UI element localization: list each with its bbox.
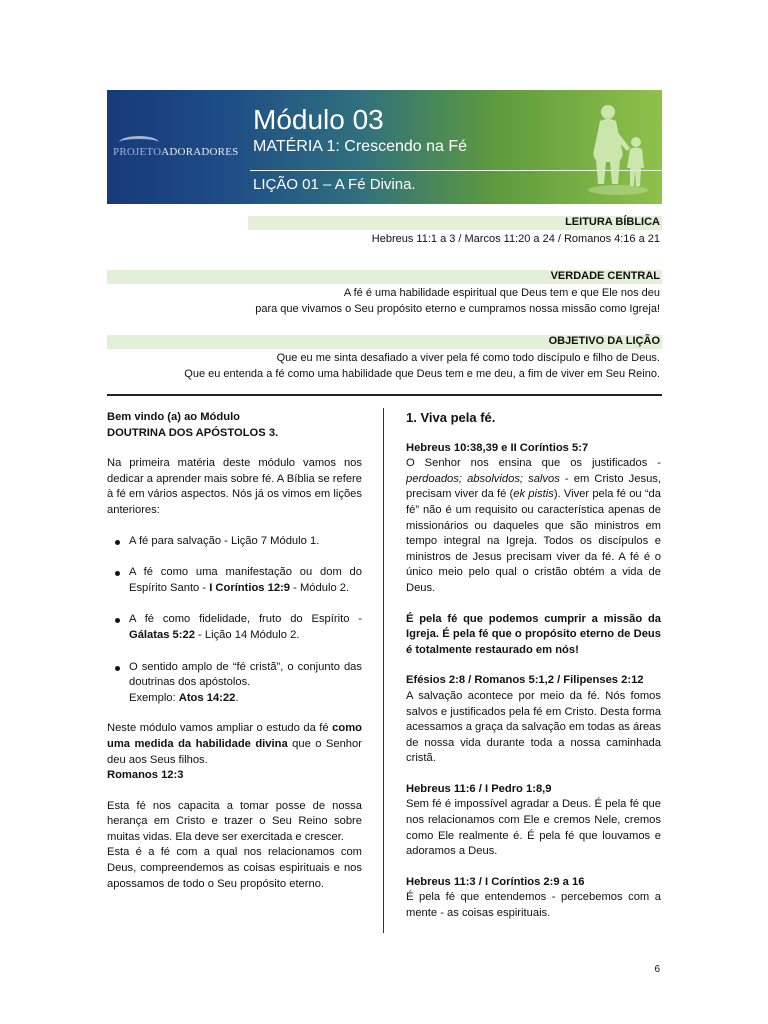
list-item: A fé como fidelidade, fruto do Espírito - Gálatas 5:22 - Lição 14 Módulo 2.	[107, 612, 362, 643]
list-item: A fé como uma manifestação ou dom do Espírito Santo - I Coríntios 12:9 - Módulo 2.	[107, 565, 362, 596]
subject-title: MATÉRIA 1: Crescendo na Fé	[253, 138, 468, 155]
page-number: 6	[654, 964, 660, 975]
entendemos-paragraph: É pela fé que entendemos - percebemos com a mente - as coisas espirituais.	[406, 891, 661, 920]
leitura-text: Hebreus 11:1 a 3 / Marcos 11:20 a 24 / Romanos 4:16 a 21	[371, 233, 660, 245]
section-title: 1. Viva pela fé.	[406, 410, 496, 425]
capacita-paragraph: Esta fé nos capacita a tomar posse de nossa herança em Cristo e trazer o Seu Reino sobre muitas vidas. Ela deve ser exercitada e crescer.	[107, 799, 362, 843]
salvacao-paragraph: A salvação acontece por meio da fé. Nós fomos salvos e justificados pela fé em Cristo. Desta forma acessamos a graça da salvação em todas as áreas de nossa vida durante toda a nossa caminhada cristã.	[406, 689, 661, 765]
module-paragraph: Neste módulo vamos ampliar o estudo da fé como uma medida da habilidade divina que o Senhor deu aos Seus filhos.	[107, 722, 362, 766]
reference-hebreus-10: Hebreus 10:38,39 e II Coríntios 5:7	[406, 441, 589, 454]
verdade-line-1: A fé é uma habilidade espiritual que Deus tem e que Ele nos deu	[343, 287, 660, 299]
welcome-line-2: DOUTRINA DOS APÓSTOLOS 3.	[107, 426, 279, 439]
bullet-icon	[115, 571, 120, 576]
left-column	[107, 410, 362, 892]
bullet-icon	[115, 618, 120, 623]
romanos-reference: Romanos 12:3	[107, 769, 184, 782]
section-divider	[107, 394, 662, 396]
relacionamos-paragraph: Esta é a fé com a qual nos relacionamos com Deus, compreendemos as coisas espirituais e nos apossamos de todo o Seu propósito eterno.	[107, 846, 362, 890]
logo-text-adoradores: ADORADORES	[161, 146, 239, 158]
module-banner	[107, 90, 662, 204]
objetivo-line-2: Que eu entenda a fé como uma habilidade que Deus tem e me deu, a fim de viver em Seu Reino.	[184, 368, 660, 380]
welcome-line-1: Bem vindo (a) ao Módulo	[107, 411, 241, 423]
right-column	[406, 410, 661, 922]
logo-text-projeto: PROJETO	[113, 146, 162, 158]
missao-highlight: É pela fé que podemos cumprir a missão da Igreja. É pela fé que o propósito eterno de Deus é totalmente restaurado em nós!	[406, 612, 661, 656]
objetivo-label: OBJETIVO DA LIÇÃO	[548, 335, 660, 347]
projeto-adoradores-logo	[113, 136, 243, 166]
reference-efesios: Efésios 2:8 / Romanos 5:1,2 / Filipenses 2:12	[406, 674, 644, 687]
viver-da-fe-paragraph: O Senhor nos ensina que os justificados - perdoados; absolvidos; salvos - em Cristo Jesus, precisam viver da fé (ek pistis). Viver pela fé ou “da fé” não é um requisito ou característica apenas de missionários ou daqueles que são ministros em tempo integral na Igreja. Todos os discípulos e ministros de Jesus precisam viver da fé. A fé é o único meio pelo qual o cristão obtém a vida de Deus.	[406, 457, 662, 594]
list-item: A fé para salvação - Lição 7 Módulo 1.	[107, 534, 362, 550]
verdade-line-2: para que vivamos o Seu propósito eterno e cumpramos nossa missão como Igreja!	[255, 303, 660, 315]
verdade-label: VERDADE CENTRAL	[550, 270, 660, 282]
objetivo-line-1: Que eu me sinta desafiado a viver pela fé como todo discípulo e filho de Deus.	[276, 352, 660, 364]
module-title: Módulo 03	[253, 104, 384, 135]
intro-paragraph: Na primeira matéria deste módulo vamos nos dedicar a aprender mais sobre fé. A Bíblia se refere à fé em vários aspectos. Nós já os vimos em lições anteriores:	[107, 457, 362, 516]
bullet-icon	[115, 540, 120, 545]
lesson-title: LIÇÃO 01 – A Fé Divina.	[253, 176, 416, 193]
reference-hebreus-11-6: Hebreus 11:6 / I Pedro 1:8,9	[406, 782, 552, 795]
leitura-label: LEITURA BÍBLICA	[565, 216, 660, 228]
father-child-illustration-icon	[572, 90, 662, 204]
agradar-paragraph: Sem fé é impossível agradar a Deus. É pela fé que nos relacionamos com Ele e cremos Nele, cremos como Ele realmente é. É pela fé que louvamos e adoramos a Deus.	[406, 798, 661, 858]
column-divider	[383, 408, 384, 933]
reference-hebreus-11-3: Hebreus 11:3 / I Coríntios 2:9 a 16	[406, 875, 585, 888]
list-item: O sentido amplo de “fé cristã”, o conjunto das doutrinas dos apóstolos. Exemplo: Atos 14:22.	[107, 660, 362, 707]
bullet-icon	[115, 666, 120, 671]
